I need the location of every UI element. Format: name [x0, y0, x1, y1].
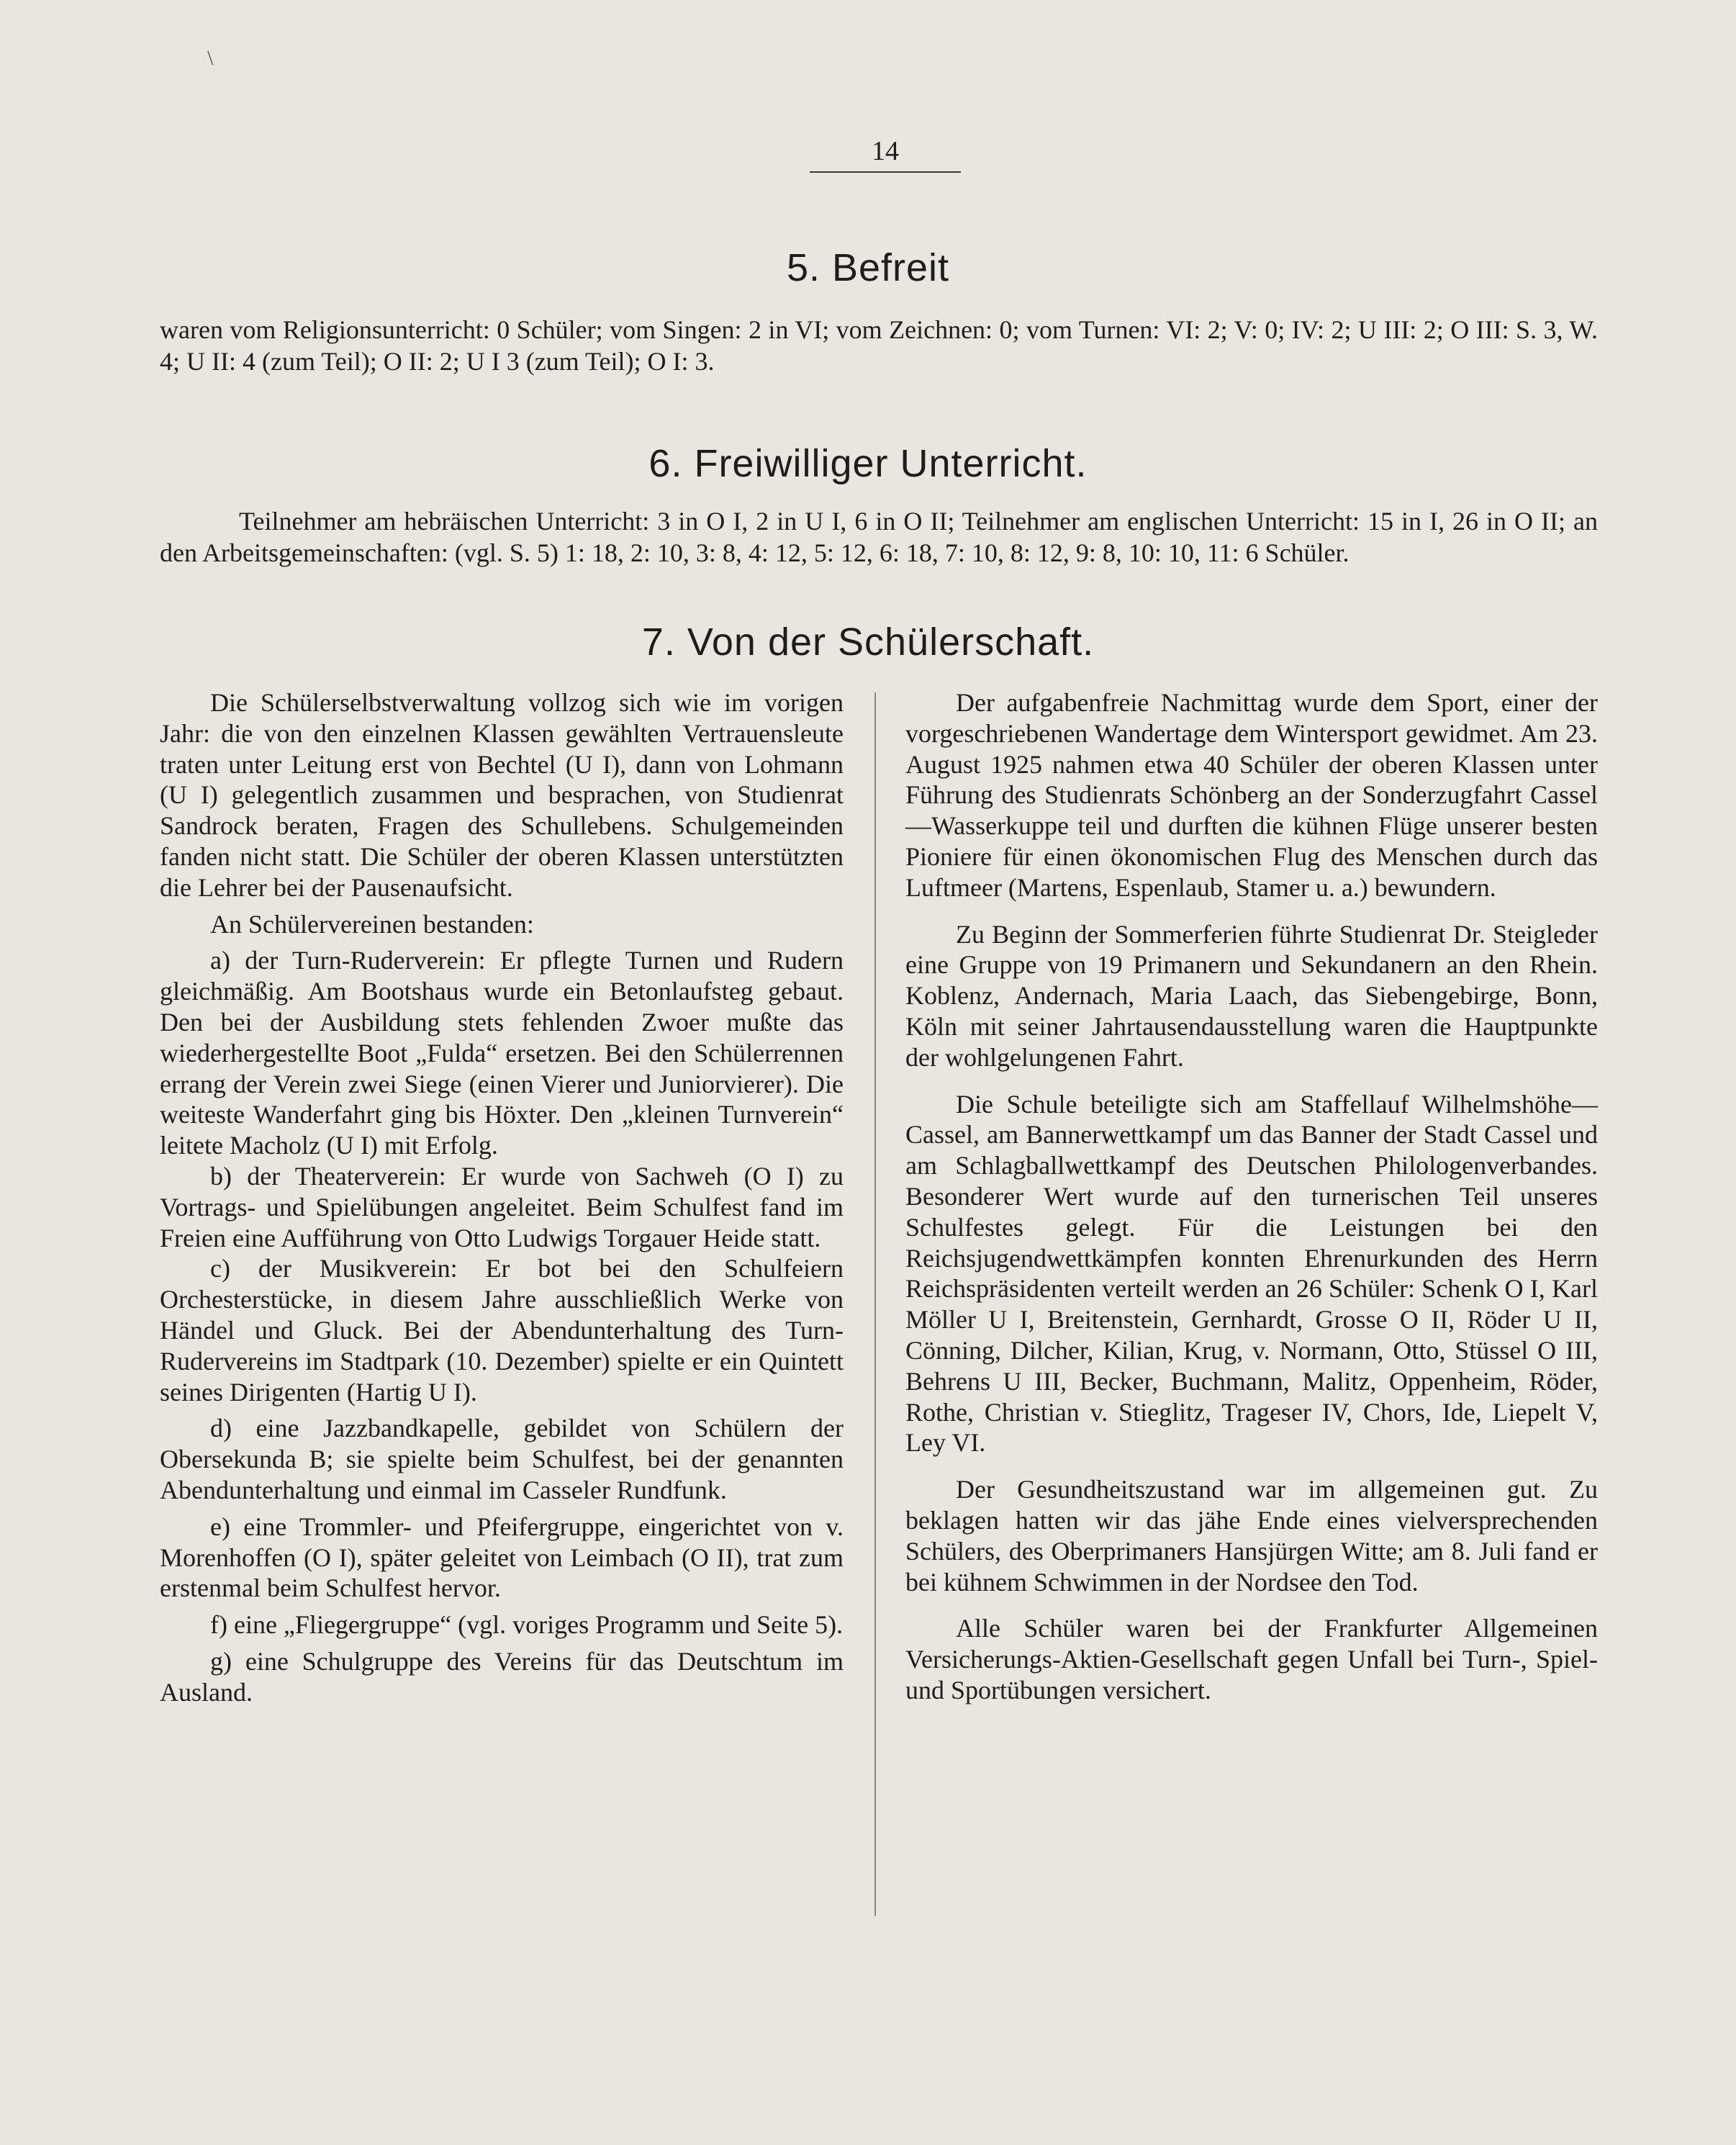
left-paragraph-turn-ruderverein: a) der Turn-Ruderverein: Er pflegte Turnen und Rudern gleichmäßig. Am Bootshaus wurde ein Betonlaufsteg gebaut. Den bei der Ausbildung stets fehlenden Zwoer mußte das wiederhergestellte Boot „Fulda“ ersetzen. Bei den Schülerrennen errang der Verein zwei Siege (einen Vierer und Juniorvierer). Die weiteste Wanderfahrt ging bis Höxter. Den „kleinen Turnverein“ leitete Macholz (U I) mit Erfolg. — [160, 946, 844, 1160]
left-paragraph-jazzbandkapelle: d) eine Jazzbandkapelle, gebildet von Schülern der Obersekunda B; sie spielte beim Schulfest, bei der genannten Abendunterhaltung und einmal im Casseler Rundfunk. — [160, 1414, 844, 1504]
section-5-heading: 5. Befreit — [786, 246, 950, 289]
section-5-paragraph: waren vom Religionsunterricht: 0 Schüler; vom Singen: 2 in VI; vom Zeichnen: 0; vom Turnen: VI: 2; V: 0; IV: 2; U III: 2; O III: S. 3, W. 4; U II: 4 (zum Teil); O II: 2; U I 3 (zum Teil); O I: 3. — [160, 315, 1598, 376]
right-paragraph-competitions: Die Schule beteiligte sich am Staffellauf Wilhelmshöhe—Cassel, am Bannerwettkampf um das Banner der Stadt Cassel und am Schlagballwettkampf des Deutschen Philologenverbandes. Besonderer Wert wurde auf den turnerischen Teil unseres Schulfestes gelegt. Für die Leistungen bei den Reichsjugendwettkämpfen konnten Ehrenurkunden des Herrn Reichspräsidenten verteilt werden an 26 Schüler: Schenk O I, Karl Möller U I, Breitenstein, Gernhardt, Grosse O II, Röder U II, Cönning, Dilcher, Kilian, Krug, v. Normann, Otto, Stüssel O III, Behrens U III, Becker, Buchmann, Malitz, Oppenheim, Röder, Rothe, Christian v. Stieglitz, Trageser IV, Chors, Ide, Liepelt V, Ley VI. — [905, 1089, 1598, 1458]
left-paragraph-musikverein: c) der Musikverein: Er bot bei den Schulfeiern Orchesterstücke, in diesem Jahre ausschließlich Werke von Händel und Gluck. Bei der Abendunterhaltung des Turn-Rudervereins im Stadtpark (10. Dezember) spielte er ein Quintett seines Dirigenten (Hartig U I). — [160, 1254, 844, 1406]
page-number: 14 — [872, 136, 899, 166]
right-paragraph-insurance: Alle Schüler waren bei der Frankfurter Allgemeinen Versicherungs-Aktien-Gesellschaft gegen Unfall bei Turn-, Spiel- und Sportübungen versichert. — [905, 1614, 1598, 1704]
right-paragraph-rhein-trip: Zu Beginn der Sommerferien führte Studienrat Dr. Steigleder eine Gruppe von 19 Primanern und Sekundanern an den Rhein. Koblenz, Andernach, Maria Laach, das Siebengebirge, Bonn, Köln mit seiner Jahrtausendausstellung waren die Hauptpunkte der wohlgelungenen Fahrt. — [905, 919, 1598, 1072]
right-paragraph-sport: Der aufgabenfreie Nachmittag wurde dem Sport, einer der vorgeschriebenen Wandertage dem Wintersport gewidmet. Am 23. August 1925 nahmen etwa 40 Schüler der oberen Klassen unter Führung des Studienrats Schönberg an der Sonderzugfahrt Cassel—Wasserkuppe teil und durften die kühnen Flüge unserer besten Pioniere für einen ökonomischen Flug des Menschen durch das Luftmeer (Martens, Espenlaub, Stamer u. a.) bewundern. — [905, 688, 1598, 902]
right-column — [905, 687, 1598, 1706]
left-column — [160, 687, 844, 1708]
page-number-rule — [810, 171, 961, 173]
page-mark: \ — [207, 46, 214, 70]
section-6-heading: 6. Freiwilliger Unterricht. — [648, 442, 1088, 485]
section-6-paragraph: Teilnehmer am hebräischen Unterricht: 3 in O I, 2 in U I, 6 in O II; Teilnehmer am englischen Unterricht: 15 in I, 26 in O II; an den Arbeitsgemeinschaften: (vgl. S. 5) 1: 18, 2: 10, 3: 8, 4: 12, 5: 12, 6: 18, 7: 10, 8: 12, 9: 8, 10: 10, 11: 6 Schüler. — [160, 507, 1598, 567]
right-paragraph-health: Der Gesundheitszustand war im allgemeinen gut. Zu beklagen hatten wir das jähe Ende eines vielversprechenden Schülers, des Oberprimaners Hansjürgen Witte; am 8. Juli fand er bei kühnem Schwimmen in der Nordsee den Tod. — [905, 1475, 1598, 1597]
section-7-heading: 7. Von der Schülerschaft. — [641, 620, 1095, 664]
column-divider — [874, 692, 876, 1916]
left-paragraph-schulgruppe: g) eine Schulgruppe des Vereins für das Deutschtum im Ausland. — [160, 1646, 844, 1707]
left-paragraph-fliegergruppe: f) eine „Fliegergruppe“ (vgl. voriges Programm und Seite 5). — [210, 1610, 844, 1640]
left-paragraph-trommlergruppe: e) eine Trommler- und Pfeifergruppe, eingerichtet von v. Morenhoffen (O I), später geleitet von Leimbach (O II), trat zum erstenmal beim Schulfest hervor. — [160, 1512, 844, 1603]
left-paragraph-clubs-intro: An Schülervereinen bestanden: — [210, 909, 534, 939]
left-paragraph-selfgovernment: Die Schülerselbstverwaltung vollzog sich wie im vorigen Jahr: die von den einzelnen Klassen gewählten Vertrauensleute traten unter Leitung erst von Bechtel (U I), dann von Lohmann (U I) gelegentlich zusammen und besprachen, von Studienrat Sandrock beraten, Fragen des Schullebens. Schulgemeinden fanden nicht statt. Die Schüler der oberen Klassen unterstützten die Lehrer bei der Pausenaufsicht. — [160, 688, 844, 902]
left-paragraph-theaterverein: b) der Theaterverein: Er wurde von Sachweh (O I) zu Vortrags- und Spielübungen angeleitet. Beim Schulfest fand im Freien eine Aufführung von Otto Ludwigs Torgauer Heide statt. — [160, 1161, 844, 1252]
